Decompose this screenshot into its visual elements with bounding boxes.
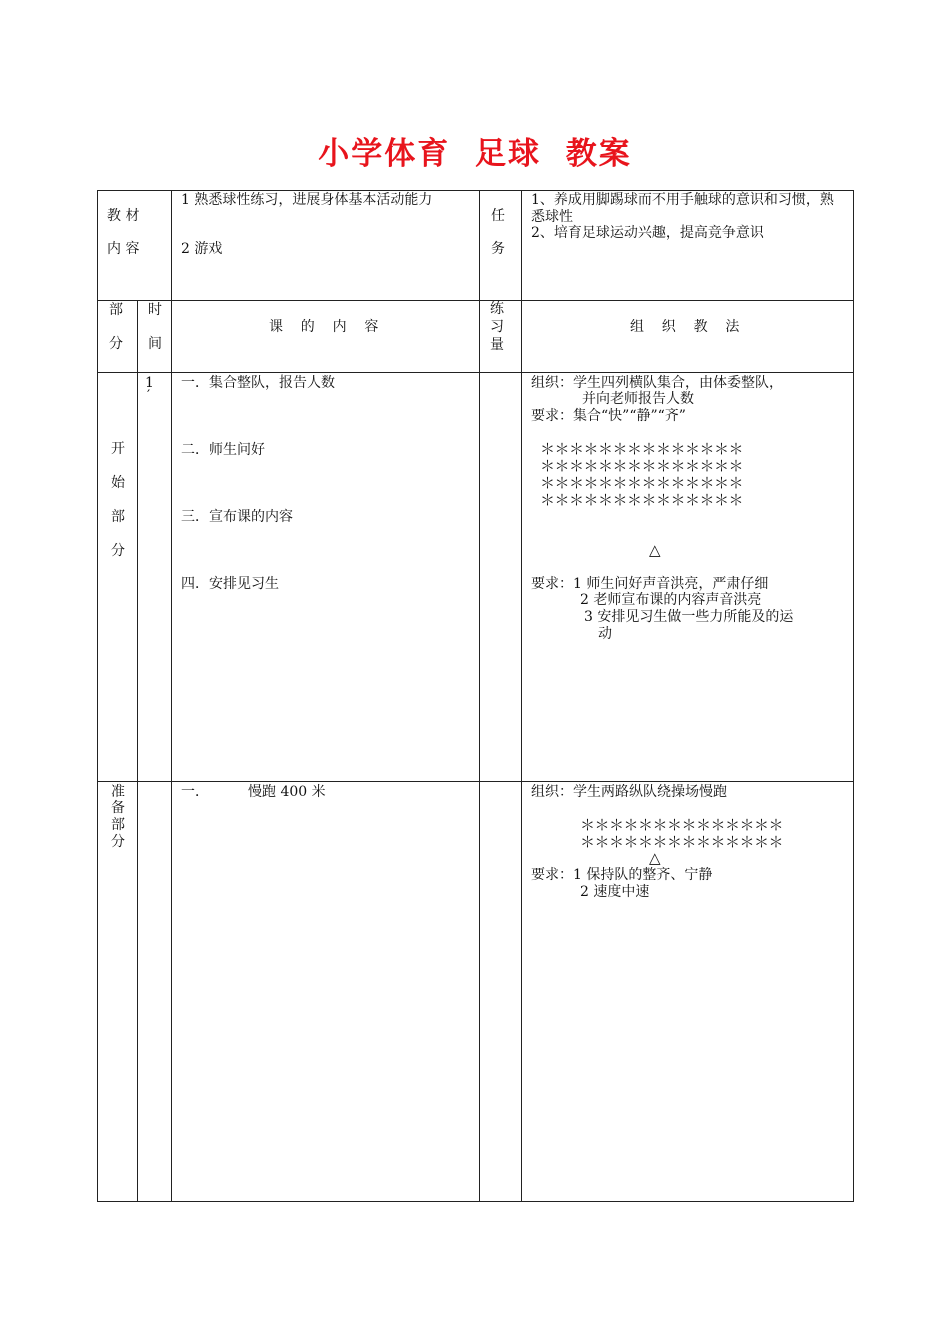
prep-label-char: 分	[111, 834, 125, 850]
prep-item-text: 慢跑 400 米	[248, 784, 326, 800]
table-border-top	[97, 190, 854, 191]
start-time-unit: ′	[147, 388, 151, 404]
title-part-doc: 教案	[565, 136, 632, 172]
formation-row: ＊＊＊＊＊＊＊＊＊＊＊＊＊＊	[540, 440, 744, 458]
table-divider-v2	[479, 190, 480, 1202]
start-item: 三．宣布课的内容	[181, 509, 293, 525]
table-divider-header	[97, 300, 854, 301]
task-label-2: 务	[491, 241, 505, 257]
page-title	[0, 128, 950, 173]
table-divider-columns	[97, 372, 854, 373]
prep-req-line-2: 2 速度中速	[580, 884, 650, 900]
table-divider-v3	[521, 190, 522, 1202]
start-time-value: 1	[145, 375, 154, 391]
task-item-2: 2、培育足球运动兴趣，提高竞争意识	[531, 225, 764, 241]
start-org-line-1: 组织：学生四列横队集合，由体委整队，	[531, 375, 783, 391]
table-border-left	[97, 190, 98, 1202]
start-label-char: 开	[111, 441, 125, 457]
col-time-1: 时	[148, 302, 162, 318]
start-req2-line-4: 动	[598, 626, 612, 642]
col-practice-3: 量	[490, 337, 504, 353]
start-item: 一．集合整队，报告人数	[181, 375, 335, 391]
material-label-1: 教 材	[107, 208, 140, 224]
table-divider-sections	[97, 781, 854, 782]
start-org-line-2: 并向老师报告人数	[582, 391, 694, 407]
start-label-char: 部	[111, 509, 125, 525]
formation-row: ＊＊＊＊＊＊＊＊＊＊＊＊＊＊	[580, 833, 784, 851]
formation-row: ＊＊＊＊＊＊＊＊＊＊＊＊＊＊	[540, 474, 744, 492]
material-item-1: 1 熟悉球性练习，进展身体基本活动能力	[181, 192, 433, 208]
start-req2-line-2: 2 老师宣布课的内容声音洪亮	[580, 592, 762, 608]
title-part-subject: 小学体育	[318, 136, 451, 172]
prep-label-char: 备	[111, 800, 125, 816]
table-border-right	[853, 190, 854, 1202]
col-practice-2: 习	[490, 319, 504, 335]
formation-row: ＊＊＊＊＊＊＊＊＊＊＊＊＊＊	[540, 491, 744, 509]
start-requirement: 要求：集合“快”“静”“齐”	[531, 408, 686, 424]
formation-row: ＊＊＊＊＊＊＊＊＊＊＊＊＊＊	[580, 816, 784, 834]
start-label-char: 始	[111, 475, 125, 491]
col-part-2: 分	[109, 336, 123, 352]
teacher-triangle-icon: △	[649, 541, 661, 559]
prep-req-line-1: 要求：1 保持队的整齐、宁静	[531, 867, 713, 883]
material-item-2: 2 游戏	[181, 241, 223, 257]
task-label-1: 任	[491, 208, 505, 224]
prep-label-char: 部	[111, 817, 125, 833]
table-border-bottom	[97, 1201, 854, 1202]
table-divider-time	[137, 300, 138, 1202]
col-practice-1: 练	[490, 301, 504, 317]
start-item: 二．师生问好	[181, 442, 265, 458]
formation-row: ＊＊＊＊＊＊＊＊＊＊＊＊＊＊	[540, 457, 744, 475]
teacher-triangle-icon: △	[649, 849, 661, 867]
prep-item-number: 一．	[181, 784, 209, 800]
prep-org: 组织：学生两路纵队绕操场慢跑	[531, 784, 727, 800]
col-method: 组 织 教 法	[630, 319, 740, 335]
start-label-char: 分	[111, 543, 125, 559]
material-label-2: 内 容	[107, 241, 140, 257]
start-req2-line-3: 3 安排见习生做一些力所能及的运	[584, 609, 794, 625]
col-time-2: 间	[148, 336, 162, 352]
col-part-1: 部	[109, 302, 123, 318]
title-part-topic: 足球	[475, 136, 541, 172]
col-content: 课 的 内 容	[269, 319, 379, 335]
table-divider-v1	[171, 190, 172, 1202]
prep-label-char: 准	[111, 784, 125, 800]
task-item-1: 1、养成用脚踢球而不用手触球的意识和习惯，熟悉球性	[531, 192, 834, 225]
start-req2-line-1: 要求：1 师生问好声音洪亮，严肃仔细	[531, 576, 769, 592]
start-item: 四．安排见习生	[181, 576, 279, 592]
